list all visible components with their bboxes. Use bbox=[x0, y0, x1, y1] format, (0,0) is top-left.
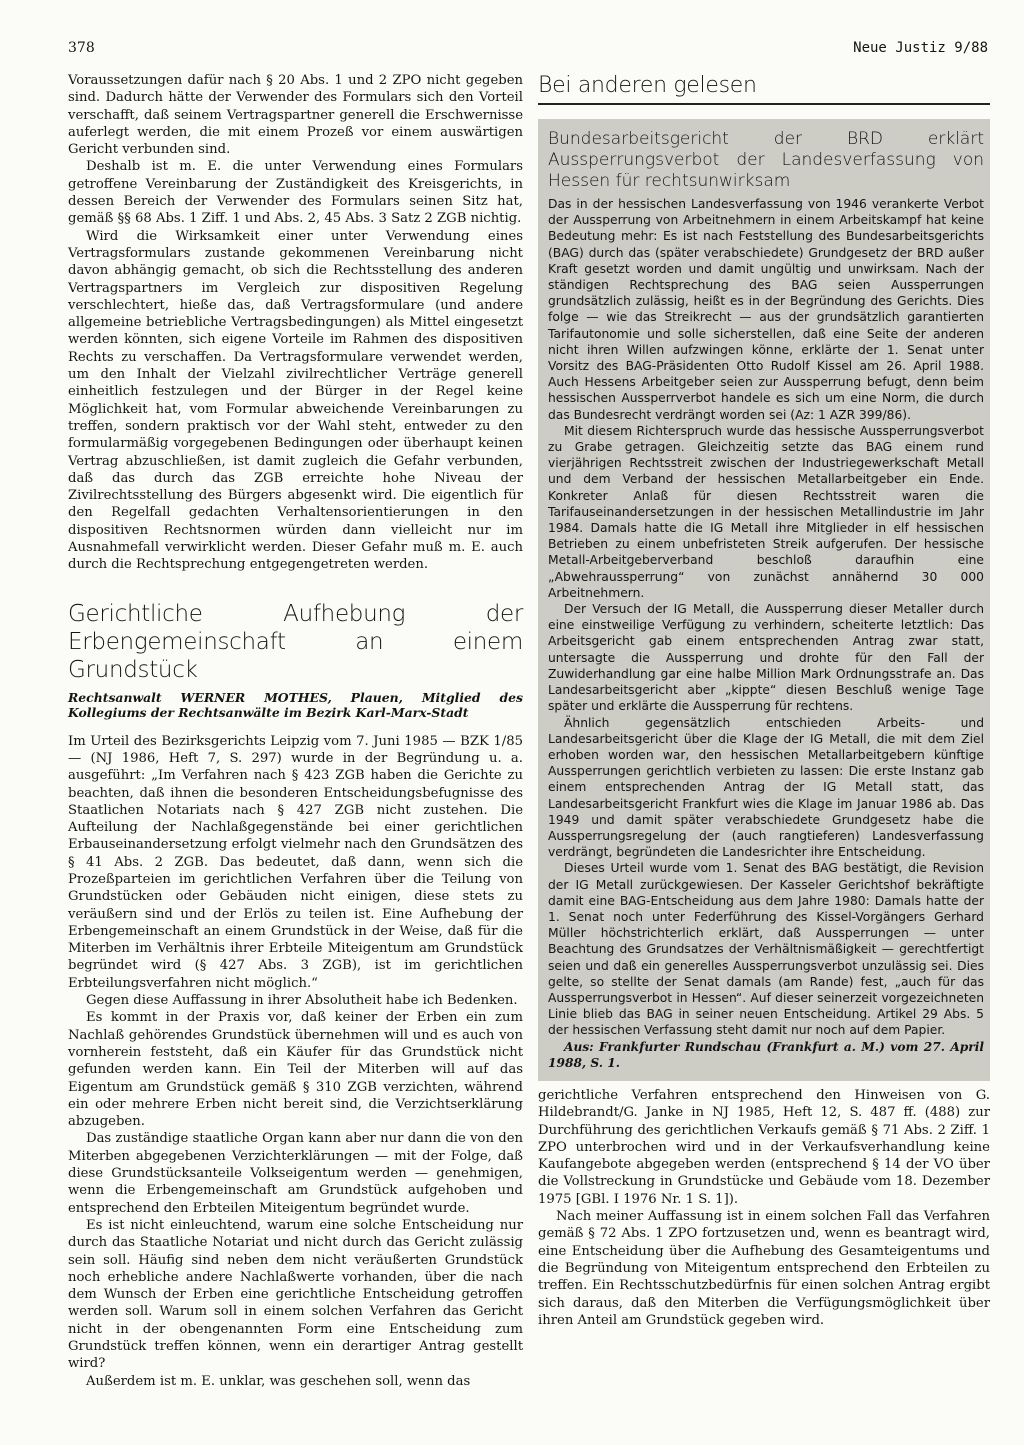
continued-paragraph: Nach meiner Auffassung ist in einem solchen Fall das Verfahren gemäß § 72 Abs. 1 ZPO fortzusetzen und, wenn es beantragt wird, eine Entscheidung über die Aufhebung des Gesamteigentums und die Begründung von Miteigentum entsprechend den Erbteilen zu treffen. Ein Rechtsschutzbedürfnis für einen solchen Antrag ergibt sich daraus, daß den Miterben die Verfügungsmöglichkeit über ihren Anteil am Grundstück gegeben wird. bbox=[538, 1209, 990, 1328]
article-title: Gerichtliche Aufhebung der Erbengemeinschaft an einem Grundstück bbox=[68, 600, 523, 683]
intro-paragraph: Voraussetzungen dafür nach § 20 Abs. 1 und 2 ZPO nicht gegeben sind. Dadurch hätte der Verwender des Formulars sich den Vorteil verschafft, daß seinem Vertragspartner generell die Erschwernisse auferlegt werden, die mit einem Prozeß vor einem auswärtigen Gericht verbunden sind. bbox=[68, 73, 523, 158]
article-paragraph: Es ist nicht einleuchtend, warum eine solche Entscheidung nur durch das Staatliche Notariat und nicht durch das Gericht zulässig sein soll. Häufig sind neben dem nicht veräußerten Grundstück noch erhebliche andere Nachlaßwerte vorhanden, über die nach dem Wunsch der Erben eine gerichtliche Entscheidung getroffen werden soll. Warum soll in einem solchen Verfahren das Gericht nicht in der obengenannten Form eine Entscheidung zum Grundstück treffen können, wenn ein derartiger Antrag gestellt wird? bbox=[68, 1217, 523, 1372]
continued-text bbox=[538, 1087, 990, 1329]
continued-paragraph: gerichtliche Verfahren entsprechend den Hinweisen von G. Hildebrandt/G. Janke in NJ 1985, Heft 12, S. 487 ff. (488) zur Durchführung des gerichtlichen Verkaufs gemäß § 71 Abs. 2 Ziff. 1 ZPO unterbrochen wird und in der Verkaufsverhandlung keine Kaufangebote abgegeben werden (entsprechend § 14 der VO über die Vollstreckung in Grundstücke und Gebäude vom 18. Dezember 1975 [GBl. I 1976 Nr. 1 S. 1]). bbox=[538, 1087, 990, 1207]
article-paragraph: Das zuständige staatliche Organ kann aber nur dann die von den Miterben abgegebenen Verzichterklärungen — mit der Folge, daß diese Grundstücksanteile Volkseigentum werden — genehmigen, wenn die Erbengemeinschaft am Grundstück aufgehoben und entsprechend den Erbteilen Miteigentum begründet wurde. bbox=[68, 1131, 523, 1216]
box-paragraph: Das in der hessischen Landesverfassung von 1946 verankerte Verbot der Aussperrung von Arbeitnehmern in einem Arbeitskampf hat keine Bedeutung mehr: Es ist nach Feststellung des Bundesarbeitsgerichts (BAG) durch das (später verabschiedete) Grundgesetz der BRD außer Kraft gesetzt worden und damit ungültig und unwirksam. Nach der ständigen Rechtsprechung des BAG seien Aussperrungen grundsätzlich zulässig, heißt es in der Begründung des Gerichts. Dies folge — wie das Streikrecht — aus der grundsätzlich garantierten Tarifautonomie und solle sicherstellen, daß eine Seite der anderen nicht ihren Willen aufzwingen könne, erklärte der 1. Senat unter Vorsitz des BAG-Präsidenten Otto Rudolf Kissel am 26. April 1988. Auch Hessens Arbeitgeber seien zur Aussperrung befugt, denn beim hessischen Aussperrverbot handele es sich um eine Norm, die durch das Bundesrecht verdrängt worden sei (Az: 1 AZR 399/86). bbox=[548, 197, 984, 422]
intro-paragraph: Wird die Wirksamkeit einer unter Verwendung eines Vertragsformulars zustande gekommenen Vereinbarung nicht davon abhängig gemacht, ob sich die Rechtsstellung des anderen Vertragspartners im Vergleich zur dispositiven Regelung verschlechtert, hieße das, daß Vertragsformulare (und andere allgemeine betriebliche Vertragsbedingungen) als Mittel eingesetzt werden könnten, sich eigene Vorteile im Rahmen des dispositiven Rechts zu verschaffen. Da Vertragsformulare verwendet werden, um den Inhalt der Vielzahl zivilrechtlicher Verträge generell einheitlich festzulegen und der Bürger in der Regel keine Möglichkeit hat, vom Formular abweichende Vereinbarungen zu treffen, sondern praktisch vor der Wahl steht, entweder zu den formularmäßig vorgegebenen Bedingungen oder überhaupt keinen Vertrag abzuschließen, ist damit zugleich die Gefahr verbunden, daß das durch das ZGB erreichte hohe Niveau der Zivilrechtsstellung des Bürgers abgesenkt wird. Die eigentlich für den Regelfall gedachten Verhaltensorientierungen in den dispositiven Rechtsnormen würden dann vielleicht nur im Ausnahmefall verwirklicht werden. Dieser Gefahr muß m. E. auch durch die Rechtsprechung entgegengetreten werden. bbox=[68, 228, 523, 573]
page-number: 378 bbox=[68, 40, 95, 56]
box-source: Aus: Frankfurter Rundschau (Frankfurt a. M.) vom 27. April 1988, S. 1. bbox=[548, 1039, 984, 1070]
page-header bbox=[68, 40, 988, 62]
article-author: Rechtsanwalt WERNER MOTHES, Plauen, Mitglied des Kollegiums der Rechtsanwälte im Bezirk Karl-Marx-Stadt bbox=[68, 689, 523, 721]
article-paragraph: Außerdem ist m. E. unklar, was geschehen soll, wenn das bbox=[86, 1373, 471, 1389]
intro-paragraph: Deshalb ist m. E. die unter Verwendung eines Formulars getroffene Vereinbarung der Zuständigkeit des Kreisgerichts, in dessen Bereich der Verwender des Formulars seinen Sitz hat, gemäß §§ 68 Abs. 1 Ziff. 1 und Abs. 2, 45 Abs. 3 Satz 2 ZGB nichtig. bbox=[68, 159, 523, 227]
rubric-heading: Bei anderen gelesen bbox=[538, 72, 990, 105]
box-title: Bundesarbeitsgericht der BRD erklärt Aussperrungsverbot der Landesverfassung von Hessen für rechtsunwirksam bbox=[548, 129, 984, 191]
journal-issue: Neue Justiz 9/88 bbox=[853, 40, 988, 56]
box-paragraph: Mit diesem Richterspruch wurde das hessische Aussperrungsverbot zu Grabe getragen. Gleichzeitig setzte das BAG einem rund vierjährigen Rechtsstreit zwischen der Industriegewerkschaft Metall und dem Verband der hessischen Metallarbeitgeber ein Ende. Konkreter Anlaß für diesen Rechtsstreit waren die Tarifauseinandersetzungen in der hessischen Metallindustrie im Jahr 1984. Damals hatte die IG Metall ihre Mitglieder in elf hessischen Betrieben zu einem unbefristeten Streik aufgerufen. Der hessische Metall-Arbeitgeberverband beschloß daraufhin eine „Abwehraussperrung“ von zunächst annähernd 30 000 Arbeitnehmern. bbox=[548, 423, 984, 600]
box-paragraph: Der Versuch der IG Metall, die Aussperrung dieser Metaller durch eine einstweilige Verfügung zu verhindern, scheiterte letztlich: Das Arbeitsgericht gab einem entsprechenden Antrag zwar statt, untersagte die Aussperrung und drohte für den Fall der Zuwiderhandlung gar eine halbe Million Mark Ordnungsstrafe an. Das Landesarbeitsgericht aber „kippte“ diesen Beschluß wenige Tage später und erklärte die Aussperrung für rechtens. bbox=[548, 602, 984, 714]
article-paragraph: Es kommt in der Praxis vor, daß keiner der Erben ein zum Nachlaß gehörendes Grundstück übernehmen will und es auch von vornherein feststeht, daß ein Käufer für das Grundstück nicht gefunden werden kann. Ein Teil der Miterben will auf das Eigentum am Grundstück gemäß § 310 ZGB verzichten, während ein oder mehrere Erben nicht bereit sind, die Verzichtserklärung abzugeben. bbox=[68, 1010, 523, 1130]
right-column bbox=[538, 72, 990, 1329]
box-paragraph: Dieses Urteil wurde vom 1. Senat des BAG bestätigt, die Revision der IG Metall zurückgewiesen. Der Kasseler Gerichtshof bekräftigte damit eine BAG-Entscheidung aus dem Jahre 1980: Damals hatte der 1. Senat noch unter Federführung des Kissel-Vorgängers Gerhard Müller höchstrichterlich erklärt, daß Aussperrungen — unter Beachtung des Grundsatzes der Verhältnismäßigkeit — gerechtfertigt seien und daß ein generelles Aussperrungsverbot unzulässig sei. Dies gelte, so stellte der Senat damals (am Rande) fest, „auch für das Aussperrungsverbot in Hessen“. Auf dieser seinerzeit vorgezeichneten Linie blieb das BAG in seiner neuen Entscheidung. Artikel 29 Abs. 5 der hessischen Verfassung steht damit nur noch auf dem Papier. bbox=[548, 861, 984, 1038]
quoted-article-box bbox=[538, 119, 990, 1081]
box-paragraph: Ähnlich gegensätzlich entschieden Arbeits- und Landesarbeitsgericht über die Klage der IG Metall, die mit dem Ziel erhoben worden war, den hessischen Metallarbeitgebern künftige Aussperrungen gerichtlich verbieten zu lassen: Die erste Instanz gab einem entsprechenden Antrag der IG Metall statt, das Landesarbeitsgericht Frankfurt wies die Klage im Januar 1986 ab. Das 1949 und damit später verabschiedete Grundgesetz habe die Aussperrungsregelung der (auch rangtieferen) Landesverfassung verdrängt, begründeten die Landesrichter ihre Entscheidung. bbox=[548, 715, 984, 860]
left-column bbox=[68, 72, 523, 1390]
article-paragraph: Im Urteil des Bezirksgerichts Leipzig vom 7. Juni 1985 — BZK 1/85 — (NJ 1986, Heft 7, S. 297) wurde in der Begründung u. a. ausgeführt: „Im Verfahren nach § 423 ZGB haben die Gerichte zu beachten, daß ihnen die besonderen Entscheidungsbefugnisse des Staatlichen Notariats nach § 427 ZGB nicht zustehen. Die Aufteilung der Nachlaßgegenstände bei einer gerichtlichen Erbauseinandersetzung erfolgt vielmehr nach den Grundsätzen des § 41 Abs. 2 ZGB. Das bedeutet, daß dann, wenn sich die Prozeßparteien im gerichtlichen Verfahren über die Teilung von Grundstücken oder Gebäuden nicht einigen, diese stets zu veräußern sind und der Erlös zu teilen ist. Eine Aufhebung der Erbengemeinschaft an einem Grundstück in der Weise, daß für die Miterben im Verhältnis ihrer Erbteile Miteigentum am Grundstück begründet wird (§ 427 Abs. 3 ZGB), ist im gerichtlichen Erbteilungsverfahren nicht möglich.“ bbox=[68, 733, 523, 991]
article-paragraph: Gegen diese Auffassung in ihrer Absolutheit habe ich Bedenken. bbox=[86, 993, 518, 1009]
